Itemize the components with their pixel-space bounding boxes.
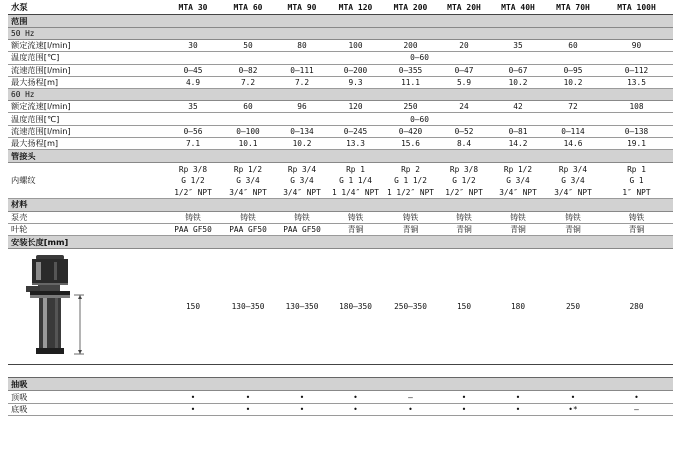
cell: G 3/4 — [506, 176, 530, 186]
cell: 180–350 — [328, 249, 383, 365]
cell: 108 — [600, 101, 673, 113]
section-title: 范围 — [8, 15, 673, 28]
cell: G 1 — [629, 176, 644, 186]
cell: 5.9 — [438, 76, 490, 88]
cell: 0–45 — [166, 64, 220, 76]
row-label: 温度范围[℃] — [8, 113, 166, 125]
cell: 0–200 — [328, 64, 383, 76]
cell: 0–67 — [490, 64, 546, 76]
cell: Rp 1/2 — [233, 164, 263, 174]
cell: 青铜 — [438, 224, 490, 236]
cell: – — [383, 391, 438, 403]
subsection-50hz — [8, 28, 673, 40]
cell: G 1 1/4 — [339, 176, 372, 186]
section-title: 管接头 — [8, 150, 673, 163]
table-row — [8, 224, 673, 236]
row-label: 最大扬程[m] — [8, 76, 166, 88]
spacer-row — [8, 365, 673, 378]
cell: 11.1 — [383, 76, 438, 88]
merged-cell: 0–60 — [166, 113, 673, 125]
cell: 0–52 — [438, 125, 490, 137]
cell: 3/4″ NPT — [276, 186, 328, 198]
cell: • — [328, 391, 383, 403]
cell: 1/2″ NPT — [166, 186, 220, 198]
row-label: 流速范围[l/min] — [8, 125, 166, 137]
section-material — [8, 198, 673, 211]
cell: 10.2 — [276, 138, 328, 150]
cell: 0–355 — [383, 64, 438, 76]
cell: 铸铁 — [383, 211, 438, 223]
cell: 35 — [490, 40, 546, 52]
cell: 0–81 — [490, 125, 546, 137]
cell: • — [438, 391, 490, 403]
section-title: 抽吸 — [8, 378, 673, 391]
cell: G 1/2 — [181, 176, 205, 186]
section-range — [8, 15, 673, 28]
cell: 铸铁 — [600, 211, 673, 223]
cell: 100 — [328, 40, 383, 52]
cell: Rp 3/4 — [558, 164, 588, 174]
cell: G 1/2 — [452, 176, 476, 186]
model-name: MTA 30 — [166, 0, 220, 15]
cell: 3/4″ NPT — [220, 186, 276, 198]
table-row — [8, 211, 673, 223]
pump-drawing — [24, 253, 104, 361]
cell: 72 — [546, 101, 600, 113]
cell: Rp 1 — [346, 164, 365, 174]
row-label: 底吸 — [8, 403, 166, 415]
table-row — [8, 101, 673, 113]
section-suction — [8, 378, 673, 391]
cell: 3/4″ NPT — [490, 186, 546, 198]
cell: G 3/4 — [561, 176, 585, 186]
table-row — [8, 76, 673, 88]
cell: 50 — [220, 40, 276, 52]
cell: 14.6 — [546, 138, 600, 150]
cell: • — [328, 403, 383, 415]
cell: 青铜 — [383, 224, 438, 236]
cell: Rp 3/4 — [287, 164, 317, 174]
row-label: 流速范围[l/min] — [8, 64, 166, 76]
cell: 3/4″ NPT — [546, 186, 600, 198]
row-label: 额定流速[l/min] — [8, 101, 166, 113]
cell: 铸铁 — [328, 211, 383, 223]
model-name: MTA 90 — [276, 0, 328, 15]
cell: • — [490, 403, 546, 415]
cell: 14.2 — [490, 138, 546, 150]
cell: 0–95 — [546, 64, 600, 76]
row-label: 泵壳 — [8, 211, 166, 223]
model-name: MTA 200 — [383, 0, 438, 15]
cell: 0–134 — [276, 125, 328, 137]
cell: Rp 1 — [627, 164, 646, 174]
spec-table — [8, 0, 673, 416]
header-row — [8, 0, 673, 15]
cell: 10.2 — [490, 76, 546, 88]
cell: 10.1 — [220, 138, 276, 150]
cell: 35 — [166, 101, 220, 113]
cell: • — [600, 391, 673, 403]
cell: 铸铁 — [490, 211, 546, 223]
cell: 60 — [220, 101, 276, 113]
cell: • — [276, 403, 328, 415]
cell: 20 — [438, 40, 490, 52]
cell: 0–82 — [220, 64, 276, 76]
cell: • — [220, 403, 276, 415]
cell: 8.4 — [438, 138, 490, 150]
cell: • — [383, 403, 438, 415]
cell: 1 1/2″ NPT — [383, 186, 438, 198]
table-row — [8, 125, 673, 137]
model-name: MTA 20H — [438, 0, 490, 15]
cell: •* — [546, 403, 600, 415]
cell: 铸铁 — [276, 211, 328, 223]
cell: 150 — [438, 249, 490, 365]
model-name: MTA 60 — [220, 0, 276, 15]
cell: 200 — [383, 40, 438, 52]
cell: 青铜 — [490, 224, 546, 236]
table-row — [8, 40, 673, 52]
cell: 1 1/4″ NPT — [328, 186, 383, 198]
cell: Rp 3/8 — [449, 164, 479, 174]
row-label: 温度范围[℃] — [8, 52, 166, 64]
cell: 0–420 — [383, 125, 438, 137]
row-label: 叶轮 — [8, 224, 166, 236]
length-row — [8, 249, 673, 365]
cell: 青铜 — [546, 224, 600, 236]
cell: Rp 2 — [401, 164, 420, 174]
cell: 60 — [546, 40, 600, 52]
cell: • — [490, 391, 546, 403]
cell: 0–47 — [438, 64, 490, 76]
model-name: MTA 100H — [600, 0, 673, 15]
cell: 15.6 — [383, 138, 438, 150]
row-label: 最大扬程[m] — [8, 138, 166, 150]
cell: 铸铁 — [546, 211, 600, 223]
cell: 0–114 — [546, 125, 600, 137]
subsection-title: 60 Hz — [8, 89, 673, 101]
cell: Rp 3/8 — [178, 164, 208, 174]
cell: 30 — [166, 40, 220, 52]
subsection-title: 50 Hz — [8, 28, 673, 40]
cell: 0–56 — [166, 125, 220, 137]
cell: 0–112 — [600, 64, 673, 76]
cell: 90 — [600, 40, 673, 52]
cell: PAA GF50 — [276, 224, 328, 236]
cell: 13.3 — [328, 138, 383, 150]
subsection-60hz — [8, 89, 673, 101]
cell: 铸铁 — [220, 211, 276, 223]
cell: 0–138 — [600, 125, 673, 137]
table-row — [8, 391, 673, 403]
table-row — [8, 64, 673, 76]
cell: 1/2″ NPT — [438, 186, 490, 198]
section-title: 安装长度[mm] — [8, 236, 673, 249]
pump-header-label: 水泵 — [8, 0, 166, 15]
cell: 1″ NPT — [600, 186, 673, 198]
cell: G 3/4 — [236, 176, 260, 186]
cell: 24 — [438, 101, 490, 113]
cell: 80 — [276, 40, 328, 52]
cell: 42 — [490, 101, 546, 113]
cell: – — [600, 403, 673, 415]
cell: 0–245 — [328, 125, 383, 137]
row-label: 顶吸 — [8, 391, 166, 403]
cell: 7.1 — [166, 138, 220, 150]
cell: G 3/4 — [290, 176, 314, 186]
cell: • — [220, 391, 276, 403]
cell: • — [546, 391, 600, 403]
cell: 13.5 — [600, 76, 673, 88]
table-row — [8, 403, 673, 415]
table-row — [8, 163, 673, 175]
table-row — [8, 113, 673, 125]
cell: Rp 1/2 — [503, 164, 533, 174]
cell: • — [276, 391, 328, 403]
cell: 19.1 — [600, 138, 673, 150]
cell: PAA GF50 — [166, 224, 220, 236]
model-name: MTA 70H — [546, 0, 600, 15]
cell: 180 — [490, 249, 546, 365]
cell: 130–350 — [220, 249, 276, 365]
cell: 4.9 — [166, 76, 220, 88]
section-length — [8, 236, 673, 249]
cell: 7.2 — [220, 76, 276, 88]
cell: 0–100 — [220, 125, 276, 137]
row-label: 额定流速[l/min] — [8, 40, 166, 52]
merged-cell: 0–60 — [166, 52, 673, 64]
table-row — [8, 52, 673, 64]
cell: PAA GF50 — [220, 224, 276, 236]
cell: • — [166, 391, 220, 403]
cell: • — [166, 403, 220, 415]
model-name: MTA 120 — [328, 0, 383, 15]
cell: 280 — [600, 249, 673, 365]
cell: • — [438, 403, 490, 415]
cell: 铸铁 — [438, 211, 490, 223]
cell: 7.2 — [276, 76, 328, 88]
section-pipe — [8, 150, 673, 163]
cell: 250 — [546, 249, 600, 365]
cell: G 1 1/2 — [394, 176, 427, 186]
cell: 130–350 — [276, 249, 328, 365]
model-name: MTA 40H — [490, 0, 546, 15]
cell: 9.3 — [328, 76, 383, 88]
section-title: 材料 — [8, 198, 673, 211]
cell: 0–111 — [276, 64, 328, 76]
table-row — [8, 138, 673, 150]
cell: 10.2 — [546, 76, 600, 88]
cell: 120 — [328, 101, 383, 113]
cell: 青铜 — [600, 224, 673, 236]
cell: 150 — [166, 249, 220, 365]
cell: 青铜 — [328, 224, 383, 236]
cell: 250 — [383, 101, 438, 113]
cell: 96 — [276, 101, 328, 113]
cell: 250–350 — [383, 249, 438, 365]
pump-drawing-cell — [8, 249, 166, 365]
cell: 铸铁 — [166, 211, 220, 223]
row-label: 内螺纹 — [8, 163, 166, 199]
